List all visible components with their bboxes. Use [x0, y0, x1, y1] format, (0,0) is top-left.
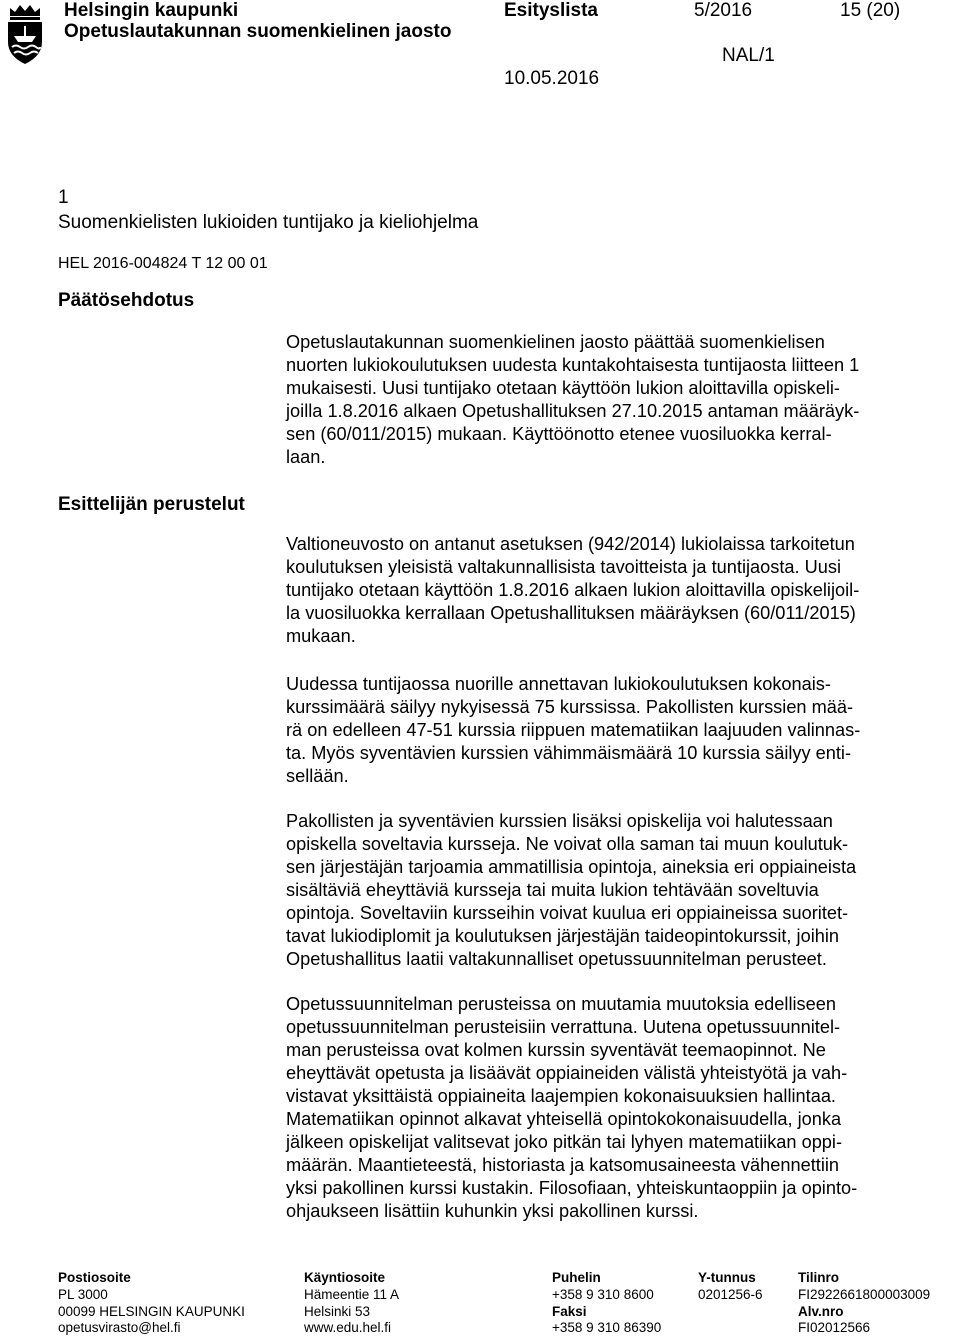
footer-postal-city: 00099 HELSINGIN KAUPUNKI [58, 1303, 245, 1319]
section-code: NAL/1 [722, 45, 775, 66]
text-line: sisältäviä eheyttäviä kursseja tai muita lukion tehtävään soveltuvia [286, 880, 819, 900]
text-line: laan. [286, 447, 326, 467]
footer-phone-heading: Puhelin [552, 1270, 601, 1285]
footer-account-heading: Tilinro [798, 1270, 840, 1285]
text-line: rä on edelleen 47-51 kurssia riippuen matematiikan laajuuden valinnas- [286, 720, 861, 740]
text-line: Uudessa tuntijaossa nuorille annettavan lukiokoulutuksen kokonais- [286, 674, 831, 694]
item-title: Suomenkielisten lukioiden tuntijako ja kieliohjelma [58, 212, 479, 233]
text-line: eheyttävät opetusta ja lisäävät oppiaineiden välistä yhteistyötä ja vah- [286, 1063, 848, 1083]
footer-vat-heading: Alv.nro [798, 1303, 844, 1319]
text-line: Pakollisten ja syventävien kurssien lisäksi opiskelija voi halutessaan [286, 811, 833, 831]
text-line: mukaisesti. Uusi tuntijako otetaan käyttöön lukion aloittavilla opiskeli- [286, 378, 840, 398]
text-line: joilla 1.8.2016 alkaen Opetushallituksen 27.10.2015 antaman määräyk- [286, 401, 860, 421]
text-line: jälkeen opiskelijat valitsevat joko pitkän tai lyhyen matematiikan oppi- [286, 1132, 843, 1152]
text-line: tuntijako otetaan käyttöön 1.8.2016 alkaen lukion aloittavilla opiskelijoil- [286, 580, 860, 600]
text-line: koulutuksen yleisistä valtakunnallisista tavoitteista ja tuntijaosta. Uusi [286, 557, 842, 577]
footer-visiting-heading: Käyntiosoite [304, 1270, 386, 1285]
footer-visiting-city: Helsinki 53 [304, 1303, 371, 1319]
rationale-paragraph-2 [286, 673, 950, 788]
text-line: määrän. Maantieteestä, historiasta ja katsomusaineesta vähennettiin [286, 1155, 840, 1175]
footer-fax-heading: Faksi [552, 1303, 587, 1319]
text-line: opetussuunnitelman perusteisiin verrattuna. Uutena opetussuunnitel- [286, 1017, 841, 1037]
text-line: la vuosiluokka kerrallaan Opetushallituksen määräyksen (60/011/2015) [286, 603, 856, 623]
text-line: man perusteissa ovat kolmen kurssin syventävät teemaopinnot. Ne [286, 1040, 826, 1060]
text-line: vistavat yksittäistä oppiaineita laajempien kokonaisuuksien hallintaa. [286, 1086, 836, 1106]
rationale-paragraph-4 [286, 993, 950, 1223]
footer-phone [552, 1270, 661, 1337]
text-line: sen (60/011/2015) mukaan. Käyttöönotto etenee vuosiluokka kerral- [286, 424, 832, 444]
item-number: 1 [58, 187, 69, 208]
footer-postal-box: PL 3000 [58, 1286, 108, 1302]
text-line: tavat lukiodiplomit ja koulutuksen järjestäjän taideopintokurssit, joihin [286, 926, 840, 946]
footer-fax-number: +358 9 310 86390 [552, 1320, 662, 1336]
footer-visiting-address [304, 1270, 399, 1337]
committee-name: Opetuslautakunnan suomenkielinen jaosto [64, 21, 452, 42]
footer-business-id-heading: Y-tunnus [698, 1270, 756, 1285]
presenter-heading: Esittelijän perustelut [58, 494, 245, 515]
footer-website-link[interactable]: www.edu.hel.fi [304, 1320, 392, 1336]
footer-postal-address [58, 1270, 245, 1337]
text-line: ohjaukseen lisättiin kuhunkin yksi pakollinen kurssi. [286, 1201, 699, 1221]
text-line: Opetussuunnitelman perusteissa on muutamia muutoksia edelliseen [286, 994, 836, 1014]
organization-name: Helsingin kaupunki [64, 0, 239, 21]
footer-email-link[interactable]: opetusvirasto@hel.fi [58, 1320, 181, 1336]
proposal-heading: Päätösehdotus [58, 290, 195, 311]
rationale-paragraph-3 [286, 810, 950, 971]
text-line: opintoja. Soveltaviin kursseihin voivat kuulua eri oppiaineissa suoritet- [286, 903, 849, 923]
footer-vat-value: FI02012566 [798, 1320, 871, 1336]
proposal-paragraph [286, 331, 950, 469]
text-line: yksi pakollinen kurssi kustakin. Filosofiaan, yhteiskuntaoppiin ja opinto- [286, 1178, 858, 1198]
text-line: Opetuslautakunnan suomenkielinen jaosto päättää suomenkielisen [286, 332, 825, 352]
footer-business-id [698, 1270, 763, 1304]
footer-phone-number: +358 9 310 8600 [552, 1286, 654, 1302]
rationale-paragraph-1 [286, 533, 950, 648]
footer-postal-heading: Postiosoite [58, 1270, 131, 1285]
text-line: Opetushallitus laatii valtakunnalliset opetussuunnitelman perusteet. [286, 949, 827, 969]
helsinki-crest-logo [4, 2, 46, 66]
text-line: ta. Myös syventävien kurssien vähimmäismäärä 10 kurssia säilyy enti- [286, 743, 852, 763]
text-line: kurssimäärä säilyy nykyisessä 75 kurssissa. Pakollisten kurssien mää- [286, 697, 854, 717]
text-line: opiskella soveltavia kursseja. Ne voivat olla saman tai muun koulutuk- [286, 834, 849, 854]
text-line: nuorten lukiokoulutuksen uudesta kuntakohtaisesta tuntijaosta liitteen 1 [286, 355, 860, 375]
document-number: 5/2016 [694, 0, 753, 21]
text-line: mukaan. [286, 626, 356, 646]
meeting-date: 10.05.2016 [504, 68, 600, 89]
text-line: sellään. [286, 766, 349, 786]
footer-account-value: FI2922661800003009 [798, 1286, 931, 1302]
footer-business-id-value: 0201256-6 [698, 1286, 763, 1302]
page-number: 15 (20) [840, 0, 901, 21]
text-line: Valtioneuvosto on antanut asetuksen (942/2014) lukiolaissa tarkoitetun [286, 534, 855, 554]
text-line: sen järjestäjän tarjoamia ammatillisia opintoja, aineksia eri oppiaineista [286, 857, 857, 877]
footer-visiting-street: Hämeentie 11 A [304, 1286, 400, 1302]
item-reference: HEL 2016-004824 T 12 00 01 [58, 255, 268, 272]
document-type: Esityslista [504, 0, 598, 21]
page-footer [58, 1270, 948, 1334]
footer-account [798, 1270, 930, 1337]
text-line: Matematiikan opinnot alkavat yhteisellä opintokokonaisuudella, jonka [286, 1109, 842, 1129]
